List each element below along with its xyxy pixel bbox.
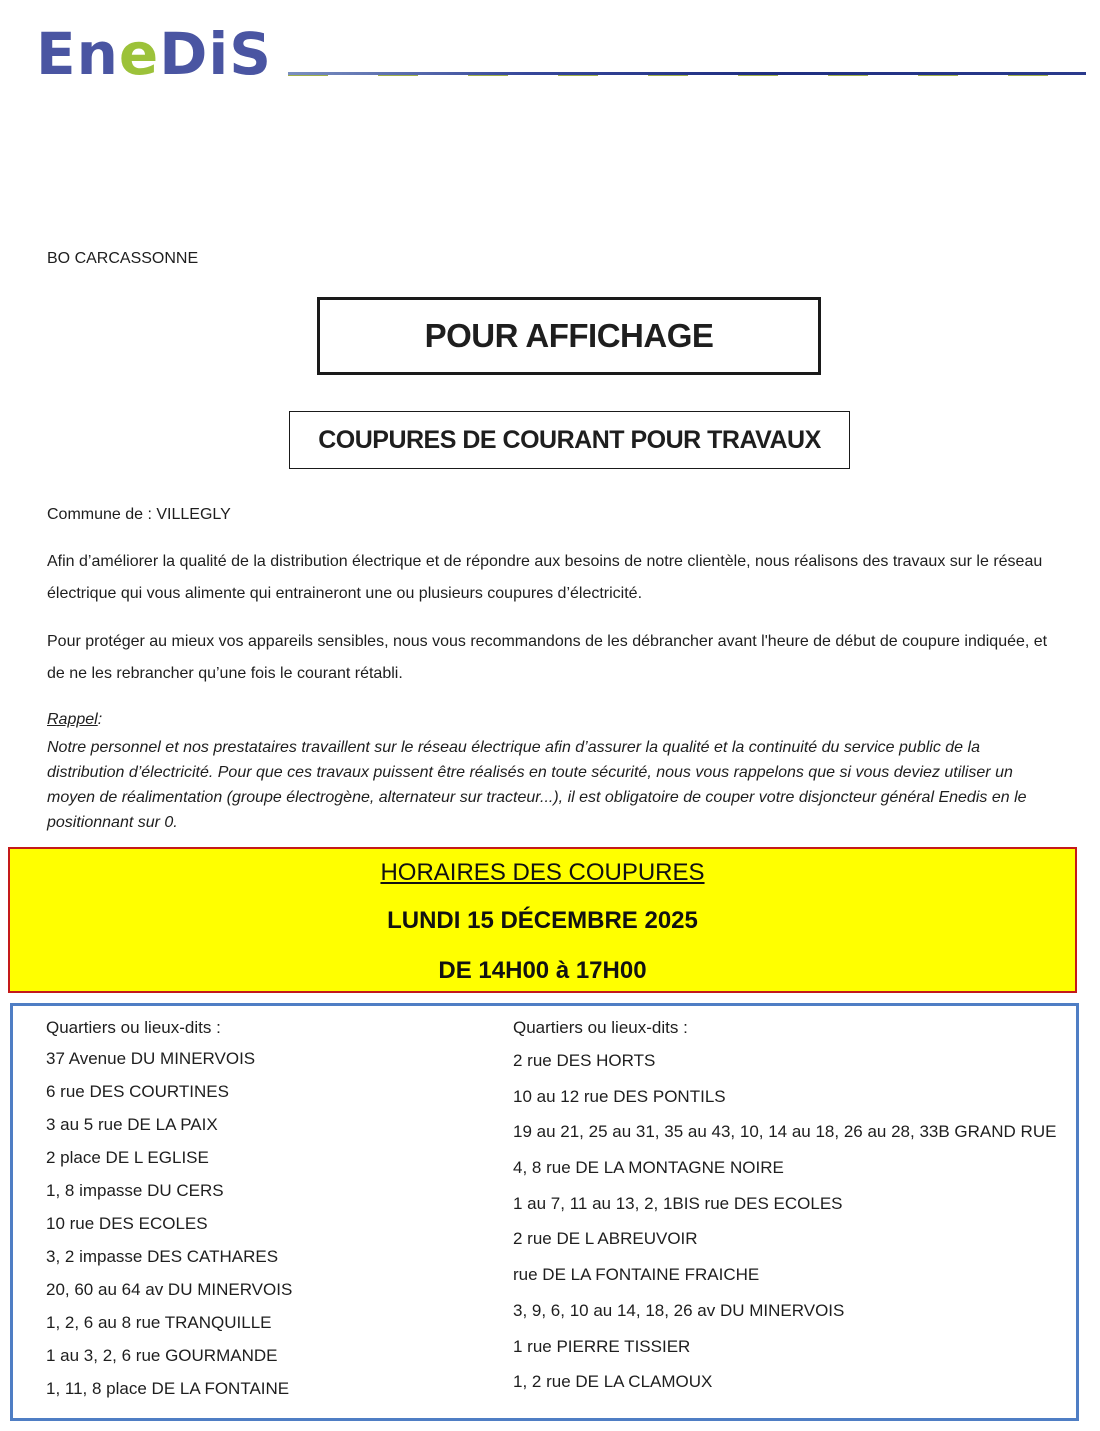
street-item: rue DE LA FONTAINE FRAICHE	[513, 1265, 760, 1285]
street-item: 37 Avenue DU MINERVOIS	[46, 1049, 256, 1068]
streets-panel	[10, 1003, 1079, 1421]
street-item: 10 au 12 rue DES PONTILS	[513, 1086, 726, 1106]
subtitle-box: COUPURES DE COURANT POUR TRAVAUX	[289, 411, 850, 469]
street-item: 1, 11, 8 place DE LA FONTAINE	[46, 1379, 290, 1398]
street-item: 19 au 21, 25 au 31, 35 au 43, 10, 14 au 18, 26 au 28, 33B GRAND RUE	[513, 1122, 1057, 1142]
rappel-heading	[47, 711, 102, 729]
rappel-colon: :	[97, 711, 103, 728]
streets-right-list	[513, 1046, 1056, 1403]
streets-column-left	[46, 1016, 292, 1409]
street-item: 6 rue DES COURTINES	[46, 1082, 229, 1101]
street-item: 2 rue DES HORTS	[513, 1051, 656, 1070]
streets-left-list	[46, 1046, 292, 1409]
office-name: BO CARCASSONNE	[47, 250, 199, 267]
street-item: 3 au 5 rue DE LA PAIX	[46, 1115, 218, 1134]
streets-right-heading: Quartiers ou lieux-dits :	[513, 1018, 688, 1037]
rappel-title: Rappel	[47, 711, 98, 728]
street-item: 1 au 3, 2, 6 rue GOURMANDE	[46, 1346, 278, 1365]
street-item: 1, 2, 6 au 8 rue TRANQUILLE	[46, 1313, 272, 1332]
schedule-time: DE 14H00 à 17H00	[438, 957, 647, 984]
streets-column-right	[513, 1016, 1056, 1403]
rappel-body: Notre personnel et nos prestataires travaillent sur le réseau électrique afin d’assurer la qualité et la continuité du service public de la distribution d’électricité. Pour que ces travaux puissent être réalisés en toute sécurité, nous vous rappelons que si vous deviez utiliser un moyen de réalimentation (groupe électrogène, alternateur sur tracteur...), il est obligatoire de couper votre disjoncteur général Enedis en le positionnant sur 0.	[47, 739, 1027, 831]
street-item: 1 rue PIERRE TISSIER	[513, 1336, 691, 1356]
intro-paragraph: Afin d’améliorer la qualité de la distribution électrique et de répondre aux besoins de notre clientèle, nous réalisons des travaux sur le réseau électrique qui vous alimente qui entraineront une ou plusieurs coupures d’électricité.	[47, 553, 1043, 602]
street-item: 2 rue DE L ABREUVOIR	[513, 1229, 698, 1249]
street-item: 1, 2 rue DE LA CLAMOUX	[513, 1372, 713, 1392]
enedis-logo	[36, 20, 273, 88]
header-rule	[288, 72, 1086, 75]
advice-paragraph: Pour protéger au mieux vos appareils sensibles, nous vous recommandons de les débrancher avant l'heure de début de coupure indiquée, et de ne les rebrancher qu’une fois le courant rétabli.	[47, 633, 1048, 682]
streets-left-heading: Quartiers ou lieux-dits :	[46, 1018, 221, 1037]
logo-part-2: e	[118, 20, 160, 88]
street-item: 1 au 7, 11 au 13, 2, 1BIS rue DES ECOLES	[513, 1193, 843, 1213]
street-item: 10 rue DES ECOLES	[46, 1214, 208, 1233]
schedule-date: LUNDI 15 DÉCEMBRE 2025	[387, 907, 698, 934]
schedule-heading: HORAIRES DES COUPURES	[380, 859, 705, 886]
title-box: POUR AFFICHAGE	[317, 297, 821, 375]
street-item: 3, 9, 6, 10 au 14, 18, 26 av DU MINERVOIS	[513, 1300, 845, 1320]
logo-part-1: En	[36, 20, 119, 88]
commune-label: Commune de : VILLEGLY	[47, 506, 231, 523]
street-item: 4, 8 rue DE LA MONTAGNE NOIRE	[513, 1158, 784, 1178]
street-item: 1, 8 impasse DU CERS	[46, 1181, 224, 1200]
street-item: 20, 60 au 64 av DU MINERVOIS	[46, 1280, 293, 1299]
street-item: 2 place DE L EGLISE	[46, 1148, 209, 1167]
logo-part-3: DiS	[159, 20, 273, 88]
schedule-banner	[8, 847, 1077, 993]
street-item: 3, 2 impasse DES CATHARES	[46, 1247, 279, 1266]
